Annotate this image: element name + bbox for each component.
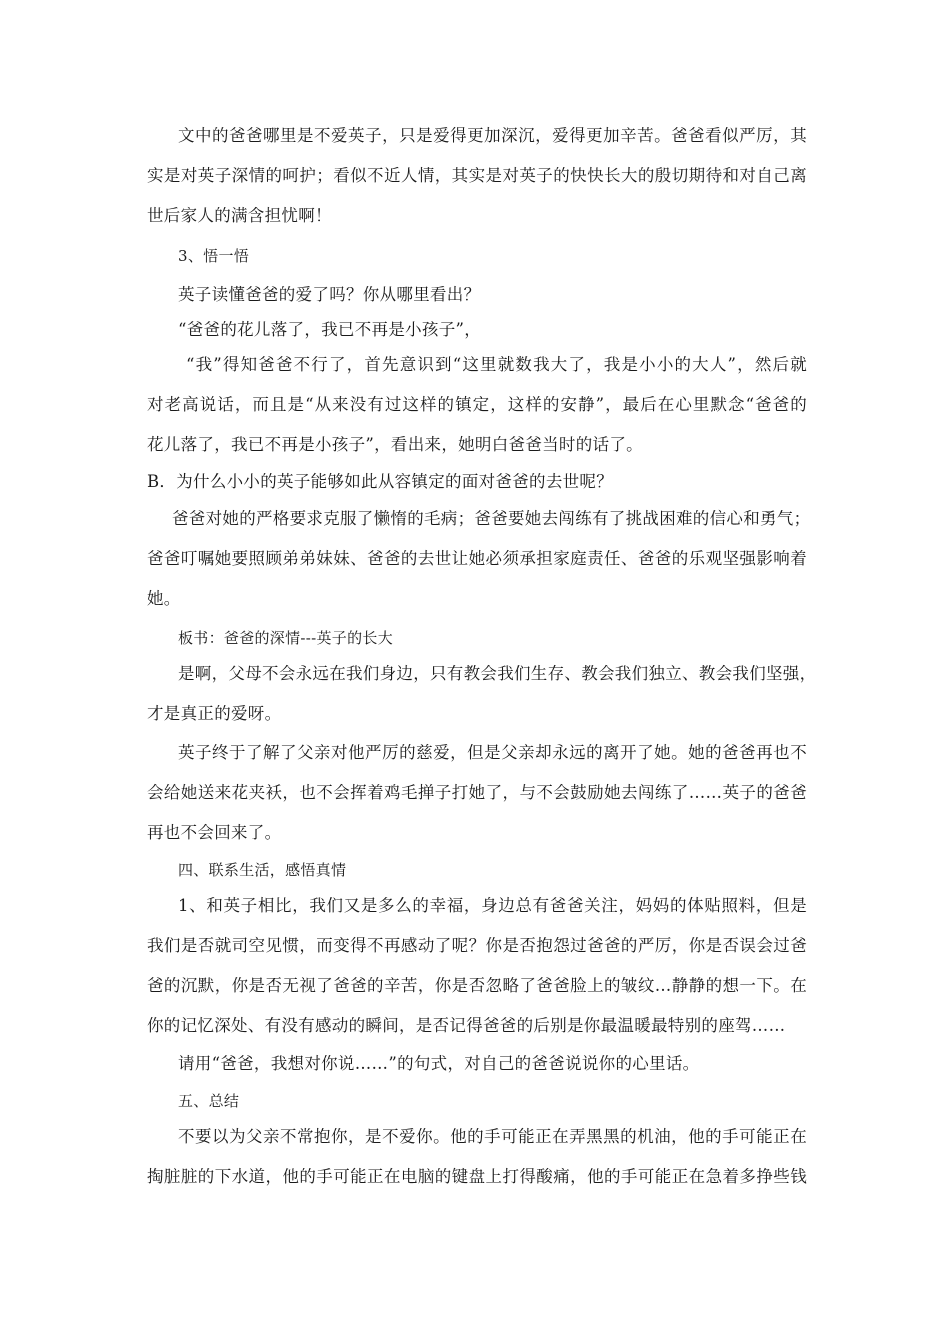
paragraph-line: 世后家人的满含担忧啊！ <box>147 206 332 225</box>
paragraph-line: 爸的沉默，你是否无视了爸爸的辛苦，你是否忽略了爸爸脸上的皱纹…静静的想一下。在 <box>147 976 807 995</box>
paragraph-line: 英子读懂爸爸的爱了吗？你从哪里看出？ <box>178 285 481 304</box>
paragraph-line: 掏脏脏的下水道，他的手可能正在电脑的键盘上打得酸痛，他的手可能正在急着多挣些钱 <box>147 1167 807 1186</box>
paragraph-line: “我”得知爸爸不行了，首先意识到“这里就数我大了，我是小小的大人”，然后就 <box>186 355 807 374</box>
paragraph-line: 对老高说话，而且是“从来没有过这样的镇定，这样的安静”，最后在心里默念“爸爸的 <box>147 395 807 414</box>
paragraph-line: 才是真正的爱呀。 <box>147 704 282 723</box>
paragraph-line: 花儿落了，我已不再是小孩子”，看出来，她明白爸爸当时的话了。 <box>147 435 643 454</box>
paragraph-line: 她。 <box>147 589 181 608</box>
paragraph-line: 是啊，父母不会永远在我们身边，只有教会我们生存、教会我们独立、教会我们坚强， <box>178 664 817 683</box>
paragraph-line: 会给她送来花夹袄，也不会挥着鸡毛掸子打她了，与不会鼓励她去闯练了……英子的爸爸 <box>147 783 807 802</box>
section-heading: 五、总结 <box>178 1092 240 1110</box>
paragraph-line: 请用“爸爸，我想对你说……”的句式，对自己的爸爸说说你的心里话。 <box>178 1054 700 1073</box>
paragraph-line: 爸爸叮嘱她要照顾弟弟妹妹、爸爸的去世让她必须承担家庭责任、爸爸的乐观坚强影响着 <box>147 549 807 568</box>
blackboard-note: 板书：爸爸的深情---英子的长大 <box>178 629 394 647</box>
paragraph-line: 你的记忆深处、有没有感动的瞬间，是否记得爸爸的后别是你最温暖最特别的座驾…… <box>147 1016 786 1035</box>
section-heading: 四、联系生活，感悟真情 <box>178 861 347 879</box>
paragraph-line: 英子终于了解了父亲对他严厉的慈爱，但是父亲却永远的离开了她。她的爸爸再也不 <box>178 743 807 762</box>
paragraph-line: “爸爸的花儿落了，我已不再是小孩子”， <box>178 320 482 339</box>
paragraph-line: 1、和英子相比，我们又是多么的幸福，身边总有爸爸关注，妈妈的体贴照料，但是 <box>178 896 807 915</box>
paragraph-line: 爸爸对她的严格要求克服了懒惰的毛病；爸爸要她去闯练有了挑战困难的信心和勇气； <box>172 509 811 528</box>
question-line: B．为什么小小的英子能够如此从容镇定的面对爸爸的去世呢？ <box>147 472 614 491</box>
paragraph-line: 不要以为父亲不常抱你，是不爱你。他的手可能正在弄黑黑的机油，他的手可能正在 <box>178 1127 807 1146</box>
paragraph-line: 再也不会回来了。 <box>147 823 282 842</box>
paragraph-line: 实是对英子深情的呵护；看似不近人情，其实是对英子的快快长大的殷切期待和对自己离 <box>147 166 807 185</box>
section-heading: 3、悟一悟 <box>178 247 250 265</box>
paragraph-line: 文中的爸爸哪里是不爱英子，只是爱得更加深沉，爱得更加辛苦。爸爸看似严厉，其 <box>178 126 807 145</box>
paragraph-line: 我们是否就司空见惯，而变得不再感动了呢？你是否抱怨过爸爸的严厉，你是否误会过爸 <box>147 936 807 955</box>
